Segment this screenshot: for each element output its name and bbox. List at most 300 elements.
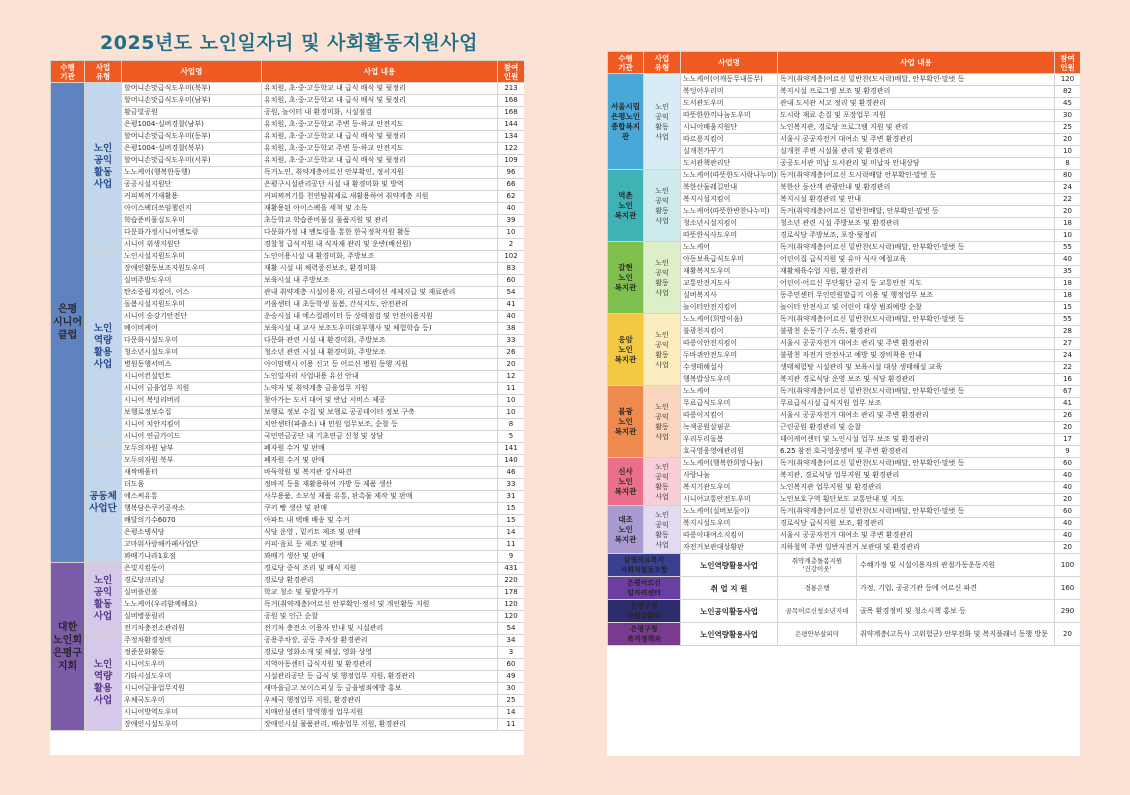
table-row xyxy=(51,275,525,287)
program-content: 골목 환경정비 및 청소시책 홍보 등 xyxy=(860,606,966,615)
program-name: 할머니손맛급식도우미(동부) xyxy=(122,131,262,143)
program-name: 노노케어(따뜻한반찬나누미) xyxy=(681,206,778,218)
participant-count: 66 xyxy=(498,179,525,191)
table-row xyxy=(51,227,525,239)
table-row xyxy=(51,695,525,707)
table-row xyxy=(51,359,525,371)
program-content: 식당 운영 , 밑키트 제조 및 판매 xyxy=(262,527,498,539)
program-name: 노노케어 xyxy=(681,242,778,254)
program-content: 보육시설 내 교사 보조도우미(외부행사 및 체험학습 등) xyxy=(262,323,498,335)
participant-count: 39 xyxy=(498,215,525,227)
participant-count: 15 xyxy=(498,503,525,515)
table-row xyxy=(51,647,525,659)
table-row xyxy=(51,539,525,551)
participant-count: 20 xyxy=(1055,494,1081,506)
program-name: 복지시설도우미 xyxy=(681,518,778,530)
program-name: 노인시설지원도우미 xyxy=(122,251,262,263)
program-content: 독거(취약계층)어르신 밑반찬(도시락)배달, 안부확인·말벗 등 xyxy=(778,506,1055,518)
program-name: 배달의기수6070 xyxy=(122,515,262,527)
program-type-cell: 노인공익활동사업 xyxy=(681,600,778,623)
org-welfare-center: 서울시립 은평노인 종합복지관 xyxy=(608,74,644,170)
program-content: 치안센터(파출소) 내 민원 업무보조, 순찰 등 xyxy=(262,419,498,431)
program-content: 은평구시설관리공단 시설 내 환경미화 및 방역 xyxy=(262,179,498,191)
participant-count: 18 xyxy=(1055,278,1081,290)
program-name: 노노케어(행복한동행) xyxy=(122,167,262,179)
program-type-cell: 노인 공익 활동 사업 xyxy=(644,506,681,554)
program-name: 실개천가꾸기 xyxy=(681,146,778,158)
program-content: 유치원, 초·중·고등학교 주변 등·하교 안전지도 xyxy=(262,119,498,131)
table-row xyxy=(51,371,525,383)
left-program-table xyxy=(50,60,524,731)
table-row xyxy=(51,419,525,431)
program-type-cell: 노인 공익 활동 사업 xyxy=(85,83,122,251)
program-type-cell: 노인 역량 활용 사업 xyxy=(85,251,122,443)
table-row xyxy=(51,83,525,95)
program-name: 불광천지킴이 xyxy=(681,326,778,338)
participant-count: 140 xyxy=(498,455,525,467)
program-name: 경룡은행 xyxy=(778,577,857,599)
program-name: 시니어 승강기안전단 xyxy=(122,311,262,323)
participant-count: 10 xyxy=(1055,230,1081,242)
table-row xyxy=(608,577,1081,600)
program-content: 지역아동센터 급식지원 및 환경관리 xyxy=(262,659,498,671)
org-agency: 은평구청 복지정책과 xyxy=(608,623,681,646)
participant-count: 431 xyxy=(498,563,525,575)
participant-count: 100 xyxy=(1055,554,1081,577)
table-row xyxy=(51,407,525,419)
program-name: 시니어 치안지킴이 xyxy=(122,419,262,431)
program-name: 따릉이안전지킴이 xyxy=(681,338,778,350)
participant-count: 20 xyxy=(1055,542,1081,554)
table-row xyxy=(51,263,525,275)
header-row xyxy=(608,52,1081,74)
program-content: 수혜가정 및 시설이용자의 관절가동운동지원 xyxy=(860,560,996,569)
program-content: 커피·음료 등 제조 및 판매 xyxy=(262,539,498,551)
participant-count: 33 xyxy=(498,335,525,347)
program-name: 시니어 연금가이드 xyxy=(122,431,262,443)
program-name: 다문화시설도우미 xyxy=(122,335,262,347)
participant-count: 22 xyxy=(1055,362,1081,374)
program-type-cell: 노인 공익 활동 사업 xyxy=(644,170,681,242)
participant-count: 5 xyxy=(498,431,525,443)
table-row xyxy=(51,455,525,467)
participant-count: 38 xyxy=(498,323,525,335)
program-name: 도서관도우미 xyxy=(681,98,778,110)
participant-count: 120 xyxy=(1055,74,1081,86)
table-row xyxy=(608,506,1081,518)
program-name: 더도움 xyxy=(122,479,262,491)
participant-count: 14 xyxy=(498,707,525,719)
program-content: 서울시 공공자전거 대여소 및 주변 환경관리 xyxy=(778,530,1055,542)
program-name: 고마워사랑해카페사업단 xyxy=(122,539,262,551)
program-content: 불광천 운동기구 소독, 환경관리 xyxy=(778,326,1055,338)
program-content: 유치원, 초·중·고등학교 내 급식 배식 및 뒷정리 xyxy=(262,155,498,167)
header-org: 수행 기관 xyxy=(51,61,85,83)
table-row xyxy=(51,611,525,623)
program-name: 주정차환경정비 xyxy=(122,635,262,647)
participant-count: 27 xyxy=(1055,338,1081,350)
table-row xyxy=(51,503,525,515)
program-type-cell: 노인 공익 활동 사업 xyxy=(644,314,681,386)
program-content: 공공도서관 미납 도서관리 및 미납자 안내상담 xyxy=(778,158,1055,170)
program-name: 새싹배움터 xyxy=(122,467,262,479)
program-content: 독거(취약계층)어르신 밑반찬(도시락)배달, 안부확인·말벗 등 xyxy=(778,242,1055,254)
program-content: 북한산 둥산객 관광안내 및 환경관리 xyxy=(778,182,1055,194)
table-row xyxy=(51,239,525,251)
program-name: 골목어르신청소년지대 xyxy=(778,600,857,622)
table-row xyxy=(51,167,525,179)
program-type-cell: 노인 공익 활동 사업 xyxy=(644,458,681,506)
org-welfare-center: 불광 노인 복지관 xyxy=(608,386,644,458)
header-content: 사업 내용 xyxy=(262,61,498,83)
program-content: 공원 및 인근 순찰 xyxy=(262,611,498,623)
participant-count: 8 xyxy=(498,419,525,431)
participant-count: 96 xyxy=(498,167,525,179)
program-content: 꽈배기 생산 및 판매 xyxy=(262,551,498,563)
participant-count: 10 xyxy=(1055,146,1081,158)
program-name: 실버플런볼 xyxy=(122,587,262,599)
program-content: 유치원, 초·중·고등학교 내 급식 배식 및 뒷정리 xyxy=(262,95,498,107)
table-row xyxy=(51,347,525,359)
participant-count: 10 xyxy=(498,227,525,239)
table-row xyxy=(608,170,1081,182)
participant-count: 9 xyxy=(1055,446,1081,458)
participant-count: 11 xyxy=(498,539,525,551)
program-name: 노노케어(행복한희망나눔) xyxy=(681,458,778,470)
program-name: 할머니손맛급식도우미(남부) xyxy=(122,95,262,107)
participant-count: 20 xyxy=(1055,623,1081,646)
program-content: 독거(취약계층)어르신 밑반찬(도시락)배달, 안부확인·말벗 등 xyxy=(778,74,1055,86)
program-content: 찾아가는 도서 대여 및 반납 서비스 제공 xyxy=(262,395,498,407)
program-content: 놀이터 안전사고 및 어린이 대상 범죄예방 순찰 xyxy=(778,302,1055,314)
program-name: 따뜻한식사도우미 xyxy=(681,230,778,242)
program-name: 노노케어(희망이음) xyxy=(681,314,778,326)
participant-count: 40 xyxy=(1055,518,1081,530)
program-type-cell: 노인 공익 활동 사업 xyxy=(644,74,681,170)
program-name: 기타시설도우미 xyxy=(122,671,262,683)
program-content: 운승시설 내 에스컬레이터 등 상태점검 및 안전이용지원 xyxy=(262,311,498,323)
program-content: 복지관, 경로식당 업무지원 및 환경관리 xyxy=(778,470,1055,482)
program-content: 다문화 관련 시설 내 환경미화, 주방보조 xyxy=(262,335,498,347)
program-name: 실버주방도우미 xyxy=(122,275,262,287)
participant-count: 60 xyxy=(1055,506,1081,518)
participant-count: 41 xyxy=(498,299,525,311)
program-content: 공용주차장, 공동 주차장 환경관리 xyxy=(262,635,498,647)
participant-count: 60 xyxy=(498,659,525,671)
participant-count: 290 xyxy=(1055,600,1081,623)
table-row xyxy=(51,119,525,131)
program-detail xyxy=(778,577,1055,600)
program-content: 커피찌꺼기를 천연탈취제로 새활용하여 취약계층 지원 xyxy=(262,191,498,203)
program-name: 청소년시설도우미 xyxy=(122,347,262,359)
table-row xyxy=(51,287,525,299)
table-row xyxy=(51,575,525,587)
participant-count: 40 xyxy=(1055,530,1081,542)
program-content: 데이케어센터 및 노인시설 업무 보조 및 환경관리 xyxy=(778,434,1055,446)
table-row xyxy=(51,395,525,407)
program-content: 아파트 내 택배 배송 및 수거 xyxy=(262,515,498,527)
program-name: 모두의자원 남부 xyxy=(122,443,262,455)
program-content: 사무용품, 소모성 제품 유통, 판촉물 제작 및 판매 xyxy=(262,491,498,503)
participant-count: 60 xyxy=(498,275,525,287)
program-content: 치매안심센터 방역행정 업무지원 xyxy=(262,707,498,719)
participant-count: 54 xyxy=(498,287,525,299)
table-row xyxy=(51,155,525,167)
program-content: 노인복지관 업무지원 및 환경관리 xyxy=(778,482,1055,494)
participant-count: 55 xyxy=(1055,242,1081,254)
program-type-cell: 노인 공익 활동 사업 xyxy=(644,242,681,314)
org-welfare-center: 갈현 노인 복지관 xyxy=(608,242,644,314)
program-name: 두바퀴안전도우미 xyxy=(681,350,778,362)
participant-count: 16 xyxy=(1055,374,1081,386)
program-name: 탄소중립지킴이, 어스 xyxy=(122,287,262,299)
program-content: 재활 시설 내 체력증진보조, 환경미화 xyxy=(262,263,498,275)
table-row xyxy=(608,458,1081,470)
program-content: 무료급식시설 급식지원 업무 보조 xyxy=(778,398,1055,410)
participant-count: 11 xyxy=(498,719,525,731)
program-content: 어린이집 급식지원 및 유아 식사 예절교육 xyxy=(778,254,1055,266)
program-name: 학습준비물실도우미 xyxy=(122,215,262,227)
participant-count: 41 xyxy=(1055,398,1081,410)
program-content: 유치원, 초·중·고등학교 내 급식 배식 및 뒷정리 xyxy=(262,131,498,143)
program-name: 수생태해설사 xyxy=(681,362,778,374)
right-table-panel xyxy=(607,51,1080,756)
program-name: 아이스팩더쓰임챌린지 xyxy=(122,203,262,215)
participant-count: 141 xyxy=(498,443,525,455)
org-eunpyeong-senior-club: 은평 시니어 클럽 xyxy=(51,83,85,563)
program-name: 복지기관도우미 xyxy=(681,482,778,494)
participant-count: 17 xyxy=(1055,434,1081,446)
program-name: 황금빛공원 xyxy=(122,107,262,119)
participant-count: 10 xyxy=(498,407,525,419)
participant-count: 213 xyxy=(498,83,525,95)
header-type: 사업 유형 xyxy=(644,52,681,74)
program-content: 실개천 주변 시설물 관리 및 환경관리 xyxy=(778,146,1055,158)
program-content: 청소년 관련 시설 주방보조 및 환경관리 xyxy=(778,218,1055,230)
program-name: 장애인시설도우미 xyxy=(122,719,262,731)
participant-count: 220 xyxy=(498,575,525,587)
program-name: 시니어 위생지원단 xyxy=(122,239,262,251)
program-name: 장애인활동보조지원도우미 xyxy=(122,263,262,275)
table-row xyxy=(51,215,525,227)
program-name: 병원동행서비스 xyxy=(122,359,262,371)
program-content: 노인보호구역 횡단보도 교통안내 및 지도 xyxy=(778,494,1055,506)
program-name: 노노케어(따뜻한도시락나누미) xyxy=(681,170,778,182)
program-content: 독거(취약계층)어르신 밑반찬(도시락)배달, 안부확인·말벗 등 xyxy=(778,386,1055,398)
program-detail xyxy=(778,554,1055,577)
program-content: 독거노인, 취약계층어르신 안부확인, 정서지원 xyxy=(262,167,498,179)
participant-count: 102 xyxy=(498,251,525,263)
participant-count: 35 xyxy=(1055,266,1081,278)
program-content: 동주민센터 무인민원발급기 이용 및 행정업무 보조 xyxy=(778,290,1055,302)
program-type-cell: 노인역량활용사업 xyxy=(681,554,778,577)
table-row xyxy=(51,203,525,215)
program-content: 복지시설 프로그램 보조 및 환경관리 xyxy=(778,86,1055,98)
program-type-cell: 공동체 사업단 xyxy=(85,443,122,563)
program-name: 커피찌꺼기새활용 xyxy=(122,191,262,203)
header-org: 수행 기관 xyxy=(608,52,644,74)
program-content: 보행로 정보 수집 및 보행로 공공데이터 정보 구축 xyxy=(262,407,498,419)
table-row xyxy=(51,311,525,323)
program-content: 독거(취약계층)어르신 안부확인·정서 및 개인활동 지원 xyxy=(262,599,498,611)
program-name: 놀이터안전지킴이 xyxy=(681,302,778,314)
program-content: 독거(취약계층)어르신 도시락배달 안부확인·말벗 등 xyxy=(778,170,1055,182)
participant-count: 18 xyxy=(1055,290,1081,302)
participant-count: 109 xyxy=(498,155,525,167)
program-name: 취약계층돌봄지원 '건강이웃' xyxy=(778,554,857,576)
header-type: 사업 유형 xyxy=(85,61,122,83)
participant-count: 11 xyxy=(498,383,525,395)
program-name: 청소년시설지킴이 xyxy=(681,218,778,230)
program-name: 에스써유통 xyxy=(122,491,262,503)
program-content: 재활용된 아이스팩을 세척 및 소독 xyxy=(262,203,498,215)
program-name: 녹색공원살핌꾼 xyxy=(681,422,778,434)
participant-count: 9 xyxy=(498,551,525,563)
table-row xyxy=(51,551,525,563)
participant-count: 22 xyxy=(1055,194,1081,206)
program-content: 지하철역 주변 일반자전거 보관대 및 환경관리 xyxy=(778,542,1055,554)
program-name: 다문화가정시니어멘토링 xyxy=(122,227,262,239)
table-row xyxy=(51,299,525,311)
program-name: 정준문화활동 xyxy=(122,647,262,659)
participant-count: 18 xyxy=(1055,218,1081,230)
participant-count: 60 xyxy=(1055,458,1081,470)
program-name: 보행로정보수집 xyxy=(122,407,262,419)
program-content: 폐자원 수거 및 판매 xyxy=(262,455,498,467)
table-row xyxy=(51,515,525,527)
program-name: 돌봄시설지원도우미 xyxy=(122,299,262,311)
table-row xyxy=(51,563,525,575)
program-content: 서울시 공공자전거 대여소 관리 및 주변 환경관리 xyxy=(778,410,1055,422)
participant-count: 46 xyxy=(498,467,525,479)
program-content: 초등학교 학습준비물실 물품지원 및 관리 xyxy=(262,215,498,227)
program-name: 따릉이지킴이 xyxy=(681,410,778,422)
table-row xyxy=(51,131,525,143)
program-name: 은평1004-실버경찰(북부) xyxy=(122,143,262,155)
org-agency: 은평어르신 일자리센터 xyxy=(608,577,681,600)
header-name: 사업명 xyxy=(681,52,778,74)
header-name: 사업명 xyxy=(122,61,262,83)
program-content: 근린공원 환경관리 및 순찰 xyxy=(778,422,1055,434)
table-row xyxy=(51,599,525,611)
program-name: 따르릉지킴이 xyxy=(681,134,778,146)
participant-count: 30 xyxy=(1055,110,1081,122)
participant-count: 144 xyxy=(498,119,525,131)
program-name: 무료급식도우미 xyxy=(681,398,778,410)
program-name: 할머니손맛급식도우미(북부) xyxy=(122,83,262,95)
participant-count: 168 xyxy=(498,95,525,107)
program-content: 경로식당 급식지원 보조, 환경관리 xyxy=(778,518,1055,530)
program-content: 어린이·어르신 무단횡단 금지 등 교통안전 지도 xyxy=(778,278,1055,290)
participant-count: 20 xyxy=(1055,206,1081,218)
program-name: 베이비케어 xyxy=(122,323,262,335)
program-content: 보육시설 내 주방보조 xyxy=(262,275,498,287)
participant-count: 40 xyxy=(1055,254,1081,266)
table-row xyxy=(51,479,525,491)
program-name: 노노케어(어깨동무내동무) xyxy=(681,74,778,86)
participant-count: 15 xyxy=(1055,302,1081,314)
program-type-cell: 취 업 지 원 xyxy=(681,577,778,600)
program-content: 정바지 등을 재활용하여 가방 등 제품 생산 xyxy=(262,479,498,491)
program-name: 실버병풍림리 xyxy=(122,611,262,623)
program-name: 노노케어(우리함께해요) xyxy=(122,599,262,611)
participant-count: 49 xyxy=(498,671,525,683)
program-content: 시설관리공단 등 급식 및 행정업무 지원, 환경관리 xyxy=(262,671,498,683)
program-name: 전기차충전소관리원 xyxy=(122,623,262,635)
program-name: 시니어컨설턴트 xyxy=(122,371,262,383)
participant-count: 122 xyxy=(498,143,525,155)
table-row xyxy=(608,386,1081,398)
participant-count: 20 xyxy=(498,359,525,371)
header-count: 참여 인원 xyxy=(1055,52,1081,74)
participant-count: 8 xyxy=(1055,158,1081,170)
program-content: 재활체육수업 지원, 환경관리 xyxy=(778,266,1055,278)
table-row xyxy=(51,95,525,107)
participant-count: 20 xyxy=(1055,422,1081,434)
program-content: 경찰청 급식지원 내 식자재 관리 및 운반(배선원) xyxy=(262,239,498,251)
program-content: 폐자원 수거 및 판매 xyxy=(262,443,498,455)
program-type-cell: 노인역량활용사업 xyxy=(681,623,778,646)
program-name: 시니어 복덩리버리 xyxy=(122,395,262,407)
program-name: 도서관책관리단 xyxy=(681,158,778,170)
participant-count: 24 xyxy=(1055,182,1081,194)
table-row xyxy=(608,242,1081,254)
program-name: 호국영웅영예관리원 xyxy=(681,446,778,458)
org-agency: 살림의료복지 사회적협동조합 xyxy=(608,554,681,577)
program-content: 공원, 놀이터 내 환경미화, 시설점검 xyxy=(262,107,498,119)
program-name: 시니어 금융업무 지원 xyxy=(122,383,262,395)
program-content: 경로식당 주방보조, 포장·뒷정리 xyxy=(778,230,1055,242)
participant-count: 33 xyxy=(498,479,525,491)
header-count: 참여 인원 xyxy=(498,61,525,83)
program-name: 시니어교통안전도우미 xyxy=(681,494,778,506)
participant-count: 3 xyxy=(498,647,525,659)
participant-count: 80 xyxy=(1055,170,1081,182)
program-content: 우체국 행정업무 지원, 환경관리 xyxy=(262,695,498,707)
table-row xyxy=(608,314,1081,326)
table-row xyxy=(51,323,525,335)
page-title: 2025년도 노인일자리 및 사회활동지원사업 xyxy=(100,32,478,54)
program-content: 복지관 경로식당 운영 보조 및 식당 환경관리 xyxy=(778,374,1055,386)
program-detail-inner xyxy=(778,623,1054,645)
program-name: 우리두리돌봄 xyxy=(681,434,778,446)
program-detail xyxy=(778,600,1055,623)
participant-count: 160 xyxy=(1055,577,1081,600)
program-name: 교통안전지도사 xyxy=(681,278,778,290)
participant-count: 40 xyxy=(498,203,525,215)
program-name: 시니어방역도우미 xyxy=(122,707,262,719)
program-content: 관내 취약계층 시설이용자, 리필스테이션 세제지급 및 재료관리 xyxy=(262,287,498,299)
program-type-cell: 노인 역량 활용 사업 xyxy=(85,635,122,731)
program-content: 학교 청소 및 뒷밭가꾸기 xyxy=(262,587,498,599)
participant-count: 168 xyxy=(498,107,525,119)
program-detail-inner xyxy=(778,554,1054,576)
table-row xyxy=(608,623,1081,646)
table-row xyxy=(51,179,525,191)
participant-count: 25 xyxy=(498,695,525,707)
table-row xyxy=(51,671,525,683)
participant-count: 2 xyxy=(498,239,525,251)
program-name: 행복담은쿠키공작소 xyxy=(122,503,262,515)
participant-count: 40 xyxy=(1055,470,1081,482)
program-content: 노약자 및 취약계층 금융업무 지원 xyxy=(262,383,498,395)
participant-count: 134 xyxy=(498,131,525,143)
program-content: 독거(취약계층)어르신 밑반찬(도시락)배달, 안부확인·말벗 등 xyxy=(778,458,1055,470)
participant-count: 82 xyxy=(1055,86,1081,98)
participant-count: 14 xyxy=(498,527,525,539)
program-content: 경로당 중식 조리 및 배식 지원 xyxy=(262,563,498,575)
table-row xyxy=(51,443,525,455)
